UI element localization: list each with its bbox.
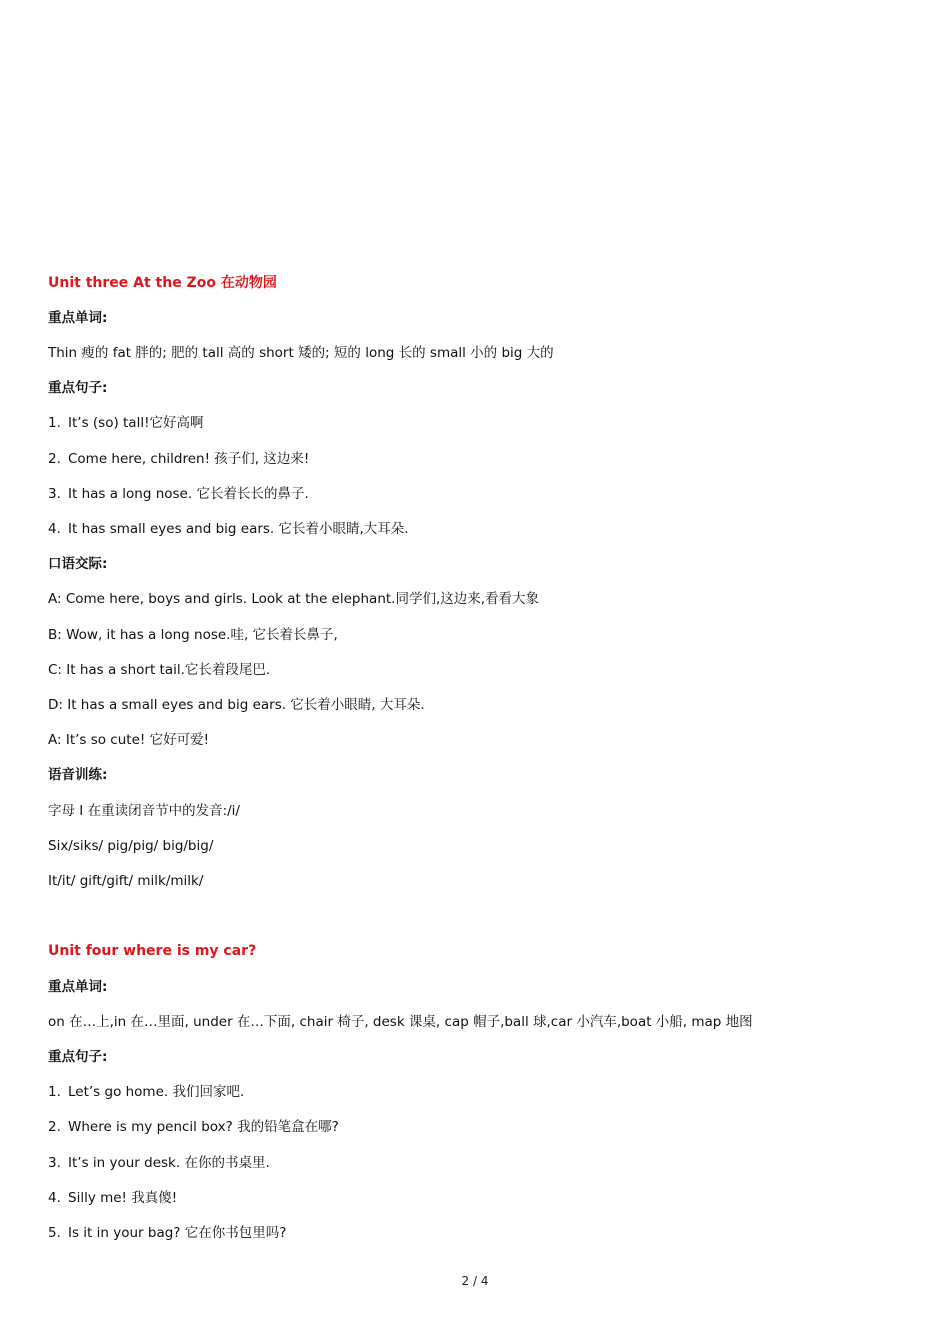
sentence-item xyxy=(48,1082,244,1102)
sentence-text: It’s in your desk. 在你的书桌里. xyxy=(68,1155,270,1171)
sentence-number: 4. xyxy=(48,1190,61,1206)
sentence-number: 1. xyxy=(48,415,61,431)
dialogue-line: B: Wow, it has a long nose.哇, 它长着长鼻子, xyxy=(48,627,338,643)
sentence-text: Let’s go home. 我们回家吧. xyxy=(68,1084,245,1100)
sentences-heading: 重点句子: xyxy=(48,380,108,396)
sentence-number: 2. xyxy=(48,451,61,467)
sentence-number: 3. xyxy=(48,1155,61,1171)
sentence-item xyxy=(48,1223,286,1243)
sentence-number: 3. xyxy=(48,486,61,502)
dialogue-line: A: Come here, boys and girls. Look at the elephant.同学们,这边来,看看大象 xyxy=(48,591,540,607)
unit-title: Unit three At the Zoo 在动物园 xyxy=(48,275,277,291)
sentence-text: It has small eyes and big ears. 它长着小眼睛,大耳朵. xyxy=(68,521,409,537)
sentence-text: It’s (so) tall!它好高啊 xyxy=(68,415,204,431)
sentence-number: 4. xyxy=(48,521,61,537)
sentence-item xyxy=(48,413,204,433)
dialogue-line: D: It has a small eyes and big ears. 它长着小眼睛, 大耳朵. xyxy=(48,697,425,713)
vocab-text: Thin 瘦的 fat 胖的; 肥的 tall 高的 short 矮的; 短的 long 长的 small 小的 big 大的 xyxy=(48,345,554,361)
dialogue-line: C: It has a short tail.它长着段尾巴. xyxy=(48,662,271,678)
phonics-line: 字母 I 在重读闭音节中的发音:/i/ xyxy=(48,803,240,819)
sentence-number: 2. xyxy=(48,1119,61,1135)
dialogue-heading: 口语交际: xyxy=(48,556,108,572)
vocab-text: on 在…上,in 在…里面, under 在…下面, chair 椅子, desk 课桌, cap 帽子,ball 球,car 小汽车,boat 小船, map 地图 xyxy=(48,1014,753,1030)
phonics-heading: 语音训练: xyxy=(48,767,108,783)
vocab-heading: 重点单词: xyxy=(48,979,108,995)
sentence-item xyxy=(48,449,309,469)
sentence-item xyxy=(48,484,309,504)
vocab-heading: 重点单词: xyxy=(48,310,108,326)
sentence-text: Silly me! 我真傻! xyxy=(68,1190,178,1206)
phonics-line: It/it/ gift/gift/ milk/milk/ xyxy=(48,873,204,889)
sentence-item xyxy=(48,1117,339,1137)
sentence-number: 1. xyxy=(48,1084,61,1100)
dialogue-line: A: It’s so cute! 它好可爱! xyxy=(48,732,210,748)
sentence-item xyxy=(48,1188,177,1208)
unit-title: Unit four where is my car? xyxy=(48,943,257,959)
sentence-item xyxy=(48,1153,270,1173)
sentence-number: 5. xyxy=(48,1225,61,1241)
sentences-heading: 重点句子: xyxy=(48,1049,108,1065)
sentence-text: Is it in your bag? 它在你书包里吗? xyxy=(68,1225,287,1241)
phonics-line: Six/siks/ pig/pig/ big/big/ xyxy=(48,838,214,854)
sentence-item xyxy=(48,519,409,539)
sentence-text: Where is my pencil box? 我的铅笔盒在哪? xyxy=(68,1119,339,1135)
sentence-text: Come here, children! 孩子们, 这边来! xyxy=(68,451,310,467)
page-number: 2 / 4 xyxy=(461,1274,489,1288)
sentence-text: It has a long nose. 它长着长长的鼻子. xyxy=(68,486,309,502)
